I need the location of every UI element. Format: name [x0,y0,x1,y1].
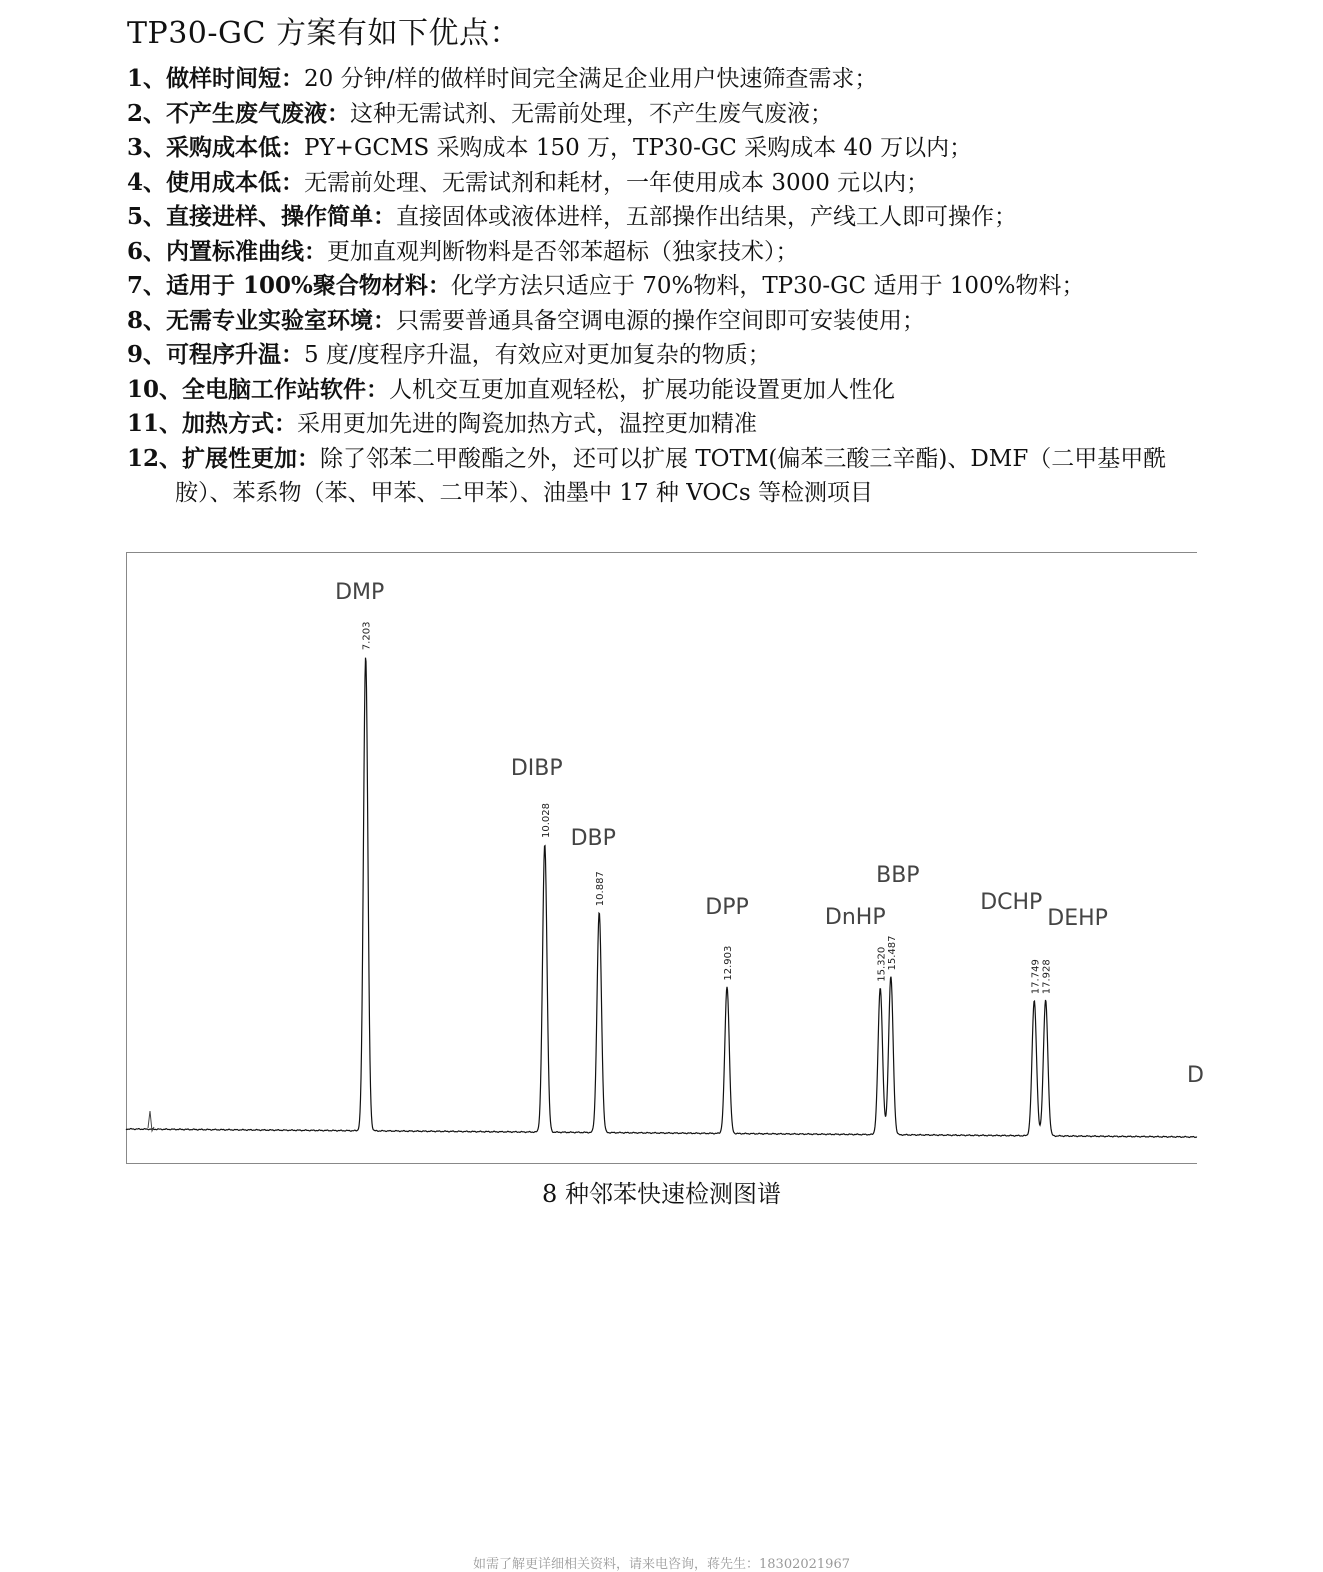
item-content: 更加直观判断物料是否邻苯超标（独家技术）； [327,238,799,265]
item-content: 人机交互更加直观轻松，扩展功能设置更加人性化 [389,376,896,403]
peak-rt-label: 15.320 [876,946,888,982]
item-content: PY+GCMS 采购成本 150 万，TP30-GC 采购成本 40 万以内； [304,135,973,161]
peak-rt-label: 10.887 [595,871,607,907]
list-item [127,62,1197,97]
page-title: TP30-GC 方案有如下优点： [127,16,520,51]
advantages-list [127,62,1197,511]
list-item [127,200,1197,235]
list-item [127,235,1197,270]
list-item [127,373,1197,408]
peak-rt-label: 10.028 [540,802,552,838]
chromatogram-chart [126,552,1204,1164]
item-label: 10、全电脑工作站软件： [127,375,390,403]
peak-name-label: DCHP [980,890,1043,915]
chart-caption: 8 种邻苯快速检测图谱 [542,1180,781,1208]
item-content: 20 分钟/样的做样时间完全满足企业用户快速筛查需求； [304,66,878,92]
peak-rt-label: 12.903 [723,945,735,981]
solvent-spike [148,1111,154,1131]
peak-name-label: DIBP [510,756,563,781]
item-label: 1、做样时间短： [127,65,305,92]
list-item [127,304,1197,339]
item-label: 9、可程序升温： [127,341,305,368]
item-label: 12、扩展性更加： [127,444,321,472]
item-label: 8、无需专业实验室环境： [127,306,397,334]
list-item [127,166,1197,201]
item-content: 化学方法只适应于 70%物料，TP30-GC 适用于 100%物料； [450,273,1085,299]
chromatogram-svg [126,552,1204,1164]
peak-name-label: DMP [335,580,385,605]
peak-name-label: DnHP [824,905,886,930]
peak-name-label: BBP [876,863,920,888]
item-content: 5 度/度程序升温，有效应对更加复杂的物质； [304,342,771,368]
peak-name-label: D [1187,1063,1204,1088]
peak-rt-label: 7.203 [361,621,373,651]
item-content: 采用更加先进的陶瓷加热方式，温控更加精准 [297,411,758,437]
item-label: 4、使用成本低： [127,168,305,196]
item-content: 这种无需试剂、无需前处理，不产生废气废液； [350,100,834,127]
item-label: 3、采购成本低： [127,134,305,161]
list-item [127,131,1197,166]
item-content: 只需要普通具备空调电源的操作空间即可安装使用； [396,307,926,334]
item-content: 除了邻苯二甲酸酯之外，还可以扩展 TOTM(偏苯三酸三辛酯)、DMF（二甲基甲酰胺）、苯系物（苯、甲苯、二甲苯）、油墨中 17 种 VOCs 等检测项目 [175,445,1167,506]
item-content: 无需前处理、无需试剂和耗材，一年使用成本 3000 元以内； [304,169,930,196]
peak-name-label: DPP [705,895,749,920]
peak-name-label: DEHP [1047,906,1108,931]
list-item [127,338,1197,373]
peak-rt-label: 17.749 [1030,959,1042,995]
peak-layer [126,580,1204,1137]
item-label: 7、适用于 100%聚合物材料： [127,272,451,299]
item-label: 5、直接进样、操作简单： [127,203,397,230]
peak-rt-label: 17.928 [1041,959,1053,995]
peak-name-label: DBP [570,826,616,851]
list-item [127,97,1197,132]
item-label: 11、加热方式： [127,410,298,437]
peak-rt-label: 15.487 [886,935,898,971]
list-item [127,269,1197,304]
item-label: 6、内置标准曲线： [127,237,328,265]
footer-contact: 如需了解更详细相关资料，请来电咨询，蒋先生：18302021967 [473,1557,850,1572]
list-item [127,407,1197,442]
item-content: 直接固体或液体进样，五部操作出结果，产线工人即可操作； [396,204,1018,230]
item-label: 2、不产生废气废液： [127,99,351,127]
list-item [127,442,1197,511]
